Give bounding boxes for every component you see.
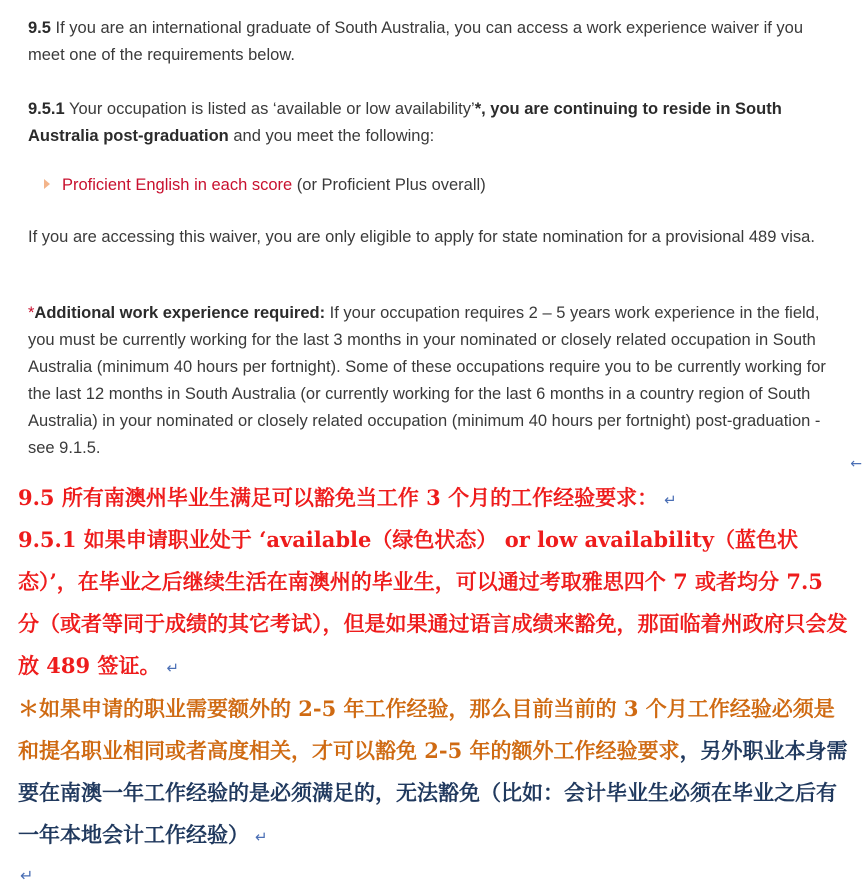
- return-mark-icon: ↵: [20, 866, 34, 885]
- left-arrow-icon: ←: [850, 456, 862, 472]
- paragraph-text: If you are an international graduate of South Australia, you can access a work experience waiver if you meet one of the requirements below.: [28, 19, 804, 64]
- return-mark-icon: ↵: [255, 828, 268, 846]
- requirement-list-item: [44, 172, 824, 199]
- paragraph-text: If you are accessing this waiver, you are only eligible to apply for state nomination for a provisional 489 visa.: [28, 228, 815, 246]
- paragraph-text: Your occupation is listed as ‘available or low availability’: [64, 100, 475, 118]
- return-mark-icon: ↵: [664, 491, 677, 509]
- paragraph-additional-work-experience: [28, 300, 843, 462]
- section-number: 9.5.1: [28, 100, 65, 118]
- paragraph-9-5-1: [28, 96, 843, 150]
- paragraph-tail: and you meet the following:: [228, 127, 435, 145]
- paragraph-9-5: [28, 15, 843, 69]
- bullet-triangle-icon: [44, 179, 50, 189]
- cn-text-navy: ，另外职业本身需要在南澳一年工作经验的是必须满足的，无法豁免（比如：会计毕业生必须在毕业之后有一年本地会计工作经验）: [18, 738, 848, 847]
- bold-condition: , you are continuing to reside in South Australia post-graduation: [28, 100, 782, 145]
- asterisk-marker: *: [474, 100, 482, 118]
- return-mark-icon: ↵: [166, 659, 180, 677]
- cn-text: 9.5.1 如果申请职业处于 ‘available（绿色状态） or low availability（蓝色状态）’，在毕业之后继续生活在南澳州的毕业生，可以通过考取雅思四个 7 或者均分 7.5 分（或者等同于成绩的其它考试），但是如果通过语言成绩来豁免，那面临着州政府只会发放 489 签证。: [18, 527, 848, 678]
- paragraph-text: If your occupation requires 2 – 5 years work experience in the field, you must be currently working for the last 3 months in your nominated or closely related occupation in South Australia (minimum 40 hours per fortnight). Some of these occupations require you to be currently working for the last 12 months in South Australia (or currently working for the last 6 months in a country region of South Australia) in your nominated or closely related occupation (minimum 40 hours per fortnight) post-graduation - see 9.1.5.: [28, 304, 826, 457]
- cn-paragraph-9-5-1: [18, 519, 848, 689]
- paragraph-489-note: [28, 224, 843, 251]
- asterisk-marker: *: [28, 304, 35, 322]
- cn-line-9-5: [18, 477, 848, 521]
- cn-paragraph-work-experience: [18, 688, 848, 858]
- proficient-english-link[interactable]: Proficient English in each score: [62, 176, 293, 194]
- section-number: 9.5: [28, 19, 51, 37]
- bold-heading: Additional work experience required:: [34, 304, 326, 322]
- cn-text: 9.5 所有南澳州毕业生满足可以豁免当工作 3 个月的工作经验要求：: [18, 485, 659, 510]
- cn-text-orange: ＊如果申请的职业需要额外的 2-5 年工作经验，那么目前当前的 3 个月工作经验必须是和提名职业相同或者高度相关，才可以豁免 2-5 年的额外工作经验要求: [18, 696, 835, 763]
- bullet-tail: (or Proficient Plus overall): [292, 176, 486, 194]
